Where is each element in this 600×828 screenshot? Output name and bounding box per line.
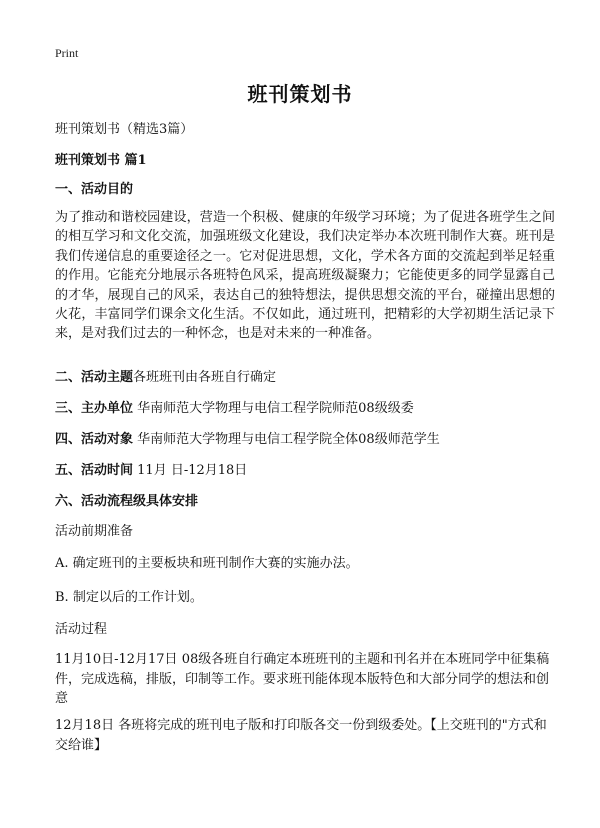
- section-target-label: 四、活动对象: [55, 432, 134, 447]
- section-purpose-heading: 一、活动目的: [55, 182, 134, 197]
- section-theme-label: 二、活动主题: [55, 370, 134, 385]
- section-theme-value: 各班班刊由各班自行确定: [133, 370, 277, 385]
- section-host-value: 华南师范大学物理与电信工程学院师范08级级委: [137, 401, 414, 416]
- process-item-a: A. 确定班刊的主要板块和班刊制作大赛的实施办法。: [55, 556, 359, 571]
- process-item-b: B. 制定以后的工作计划。: [55, 590, 203, 605]
- article-heading: 班刊策划书 篇1: [55, 153, 147, 168]
- process-step-1: 11月10日-12月17日 08级各班自行确定本班班刊的主题和刊名并在本班同学中征集稿件，完成选稿，排版，印制等工作。要求班刊能体现本版特色和大部分同学的想法和创意: [55, 652, 550, 706]
- document-subtitle: 班刊策划书（精选3篇）: [55, 122, 194, 137]
- section-time-label: 五、活动时间: [55, 463, 134, 478]
- section-host-label: 三、主办单位: [55, 401, 134, 416]
- section-process-heading: 六、活动流程级具体安排: [55, 494, 199, 509]
- section-target: [55, 430, 555, 450]
- process-label: 活动过程: [55, 622, 108, 637]
- process-step-2: 12月18日 各班将完成的班刊电子版和打印版各交一份到级委处。【上交班刊的"方式和交给谁】: [55, 718, 547, 753]
- print-link[interactable]: Print: [55, 46, 79, 60]
- section-purpose-body: 为了推动和谐校园建设，营造一个积极、健康的年级学习环境；为了促进各班学生之间的相互学习和文化交流，加强班级文化建设，我们决定举办本次班刊制作大赛。班刊是我们传递信息的重要途径之一。它对促进思想，文化，学术各方面的交流起到举足轻重的作用。它能充分地展示各班特色风采，提高班级凝聚力；它能使更多的同学显露自己的才华，展现自己的风采，表达自己的独特想法，提供思想交流的平台，碰撞出思想的火花，丰富同学们课余文化生活。不仅如此，通过班刊，把精彩的大学初期生活记录下来，是对我们过去的一种怀念，也是对未来的一种准备。: [55, 210, 555, 342]
- section-host: [55, 399, 555, 419]
- section-target-value: 华南师范大学物理与电信工程学院全体08级师范学生: [137, 432, 440, 447]
- section-theme: [55, 368, 555, 388]
- document-title: 班刊策划书: [247, 82, 353, 106]
- section-time-value: 11月 日-12月18日: [137, 463, 248, 478]
- process-prep-label: 活动前期准备: [55, 524, 134, 539]
- section-time: [55, 461, 555, 481]
